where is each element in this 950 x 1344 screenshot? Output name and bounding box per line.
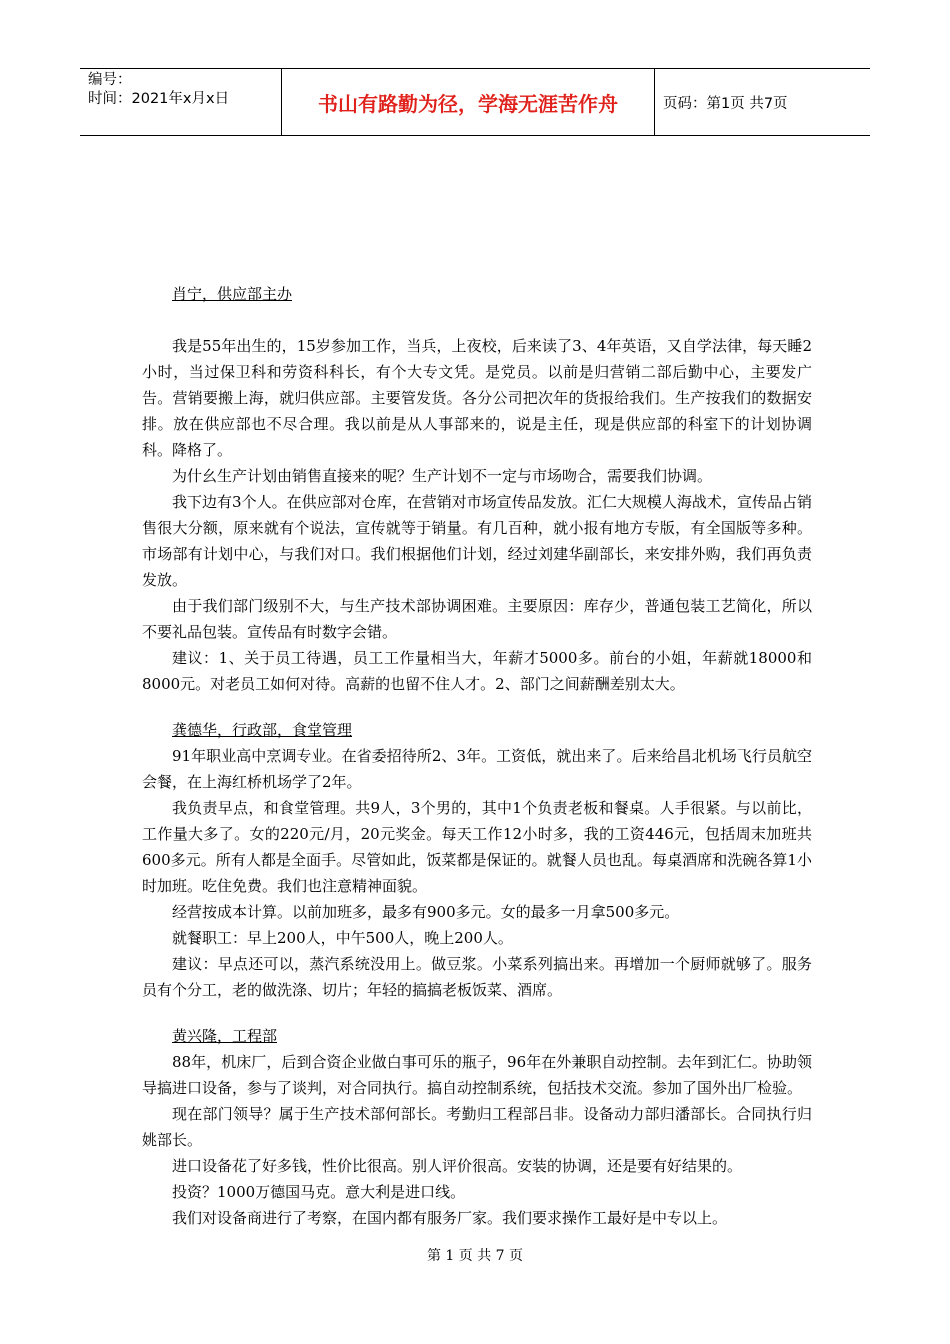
paragraph: 为什幺生产计划由销售直接来的呢？生产计划不一定与市场吻合，需要我们协调。	[172, 467, 713, 485]
header-motto: 书山有路勤为径，学海无涯苦作舟	[282, 69, 655, 135]
paragraph: 投资？1000万德国马克。意大利是进口线。	[172, 1183, 466, 1201]
paragraph: 建议：1、关于员工待遇，员工工作量相当大，年薪才5000多。前台的小姐，年薪就18000和8000元。对老员工如何对待。高薪的也留不住人才。2、部门之间薪酬差别太大。	[142, 649, 812, 693]
section-heading: 龚德华，行政部，食堂管理	[172, 721, 353, 739]
paragraph: 就餐职工：早上200人，中午500人，晚上200人。	[172, 929, 513, 947]
paragraph: 91年职业高中烹调专业。在省委招待所2、3年。工资低，就出来了。后来给昌北机场飞行员航空会餐，在上海红桥机场学了2年。	[142, 747, 812, 791]
paragraph: 我是55年出生的，15岁参加工作，当兵，上夜校，后来读了3、4年英语，又自学法律，每天睡2小时，当过保卫科和劳资科科长，有个大专文凭。是党员。以前是归营销二部后勤中心，主要发广告。营销要搬上海，就归供应部。主要管发货。各分公司把次年的货报给我们。生产按我们的数据安排。放在供应部也不尽合理。我以前是从人事部来的，说是主任，现是供应部的科室下的计划协调科。降格了。	[142, 337, 812, 459]
header-meta-cell	[80, 69, 282, 135]
paragraph: 88年，机床厂，后到合资企业做白事可乐的瓶子，96年在外兼职自动控制。去年到汇仁。协助领导搞进口设备，参与了谈判，对合同执行。搞自动控制系统，包括技术交流。参加了国外出厂检验。	[142, 1053, 812, 1097]
paragraph: 我下边有3个人。在供应部对仓库，在营销对市场宣传品发放。汇仁大规模人海战术，宣传品占销售很大分额，原来就有个说法，宣传就等于销量。有几百种，就小报有地方专版，有全国版等多种。市场部有计划中心，与我们对口。我们根据他们计划，经过刘建华副部长，来安排外购，我们再负责发放。	[142, 493, 812, 589]
document-body	[142, 281, 812, 1231]
header-page-label: 页码：第1页 共7页	[663, 95, 788, 112]
document-number-label: 编号：	[88, 72, 132, 88]
section-heading: 黄兴隆，工程部	[172, 1027, 278, 1045]
paragraph: 建议：早点还可以，蒸汽系统没用上。做豆浆。小菜系列搞出来。再增加一个厨师就够了。服务员有个分工，老的做洗涤、切片；年轻的搞搞老板饭菜、酒席。	[142, 955, 812, 999]
document-header	[80, 68, 870, 136]
paragraph: 我们对设备商进行了考察，在国内都有服务厂家。我们要求操作工最好是中专以上。	[172, 1209, 728, 1227]
paragraph: 经营按成本计算。以前加班多，最多有900多元。女的最多一月拿500多元。	[172, 903, 680, 921]
paragraph: 我负责早点，和食堂管理。共9人，3个男的，其中1个负责老板和餐桌。人手很紧。与以前比，工作量大多了。女的220元/月，20元奖金。每天工作12小时多，我的工资446元，包括周末加班共600多元。所有人都是全面手。尽管如此，饭菜都是保证的。就餐人员也乱。每桌酒席和洗碗各算1小时加班。吃住免费。我们也注意精神面貌。	[142, 799, 812, 895]
paragraph: 由于我们部门级别不大，与生产技术部协调困难。主要原因：库存少，普通包装工艺简化，所以不要礼品包装。宣传品有时数字会错。	[142, 597, 812, 641]
paragraph: 现在部门领导？属于生产技术部何部长。考勤归工程部吕非。设备动力部归潘部长。合同执行归姚部长。	[142, 1105, 812, 1149]
section-heading: 肖宁，供应部主办	[172, 285, 293, 303]
page-footer: 第 1 页 共 7 页	[426, 1248, 524, 1264]
document-date-label: 时间：2021年x月x日	[88, 91, 230, 107]
paragraph: 进口设备花了好多钱，性价比很高。别人评价很高。安装的协调，还是要有好结果的。	[172, 1157, 743, 1175]
